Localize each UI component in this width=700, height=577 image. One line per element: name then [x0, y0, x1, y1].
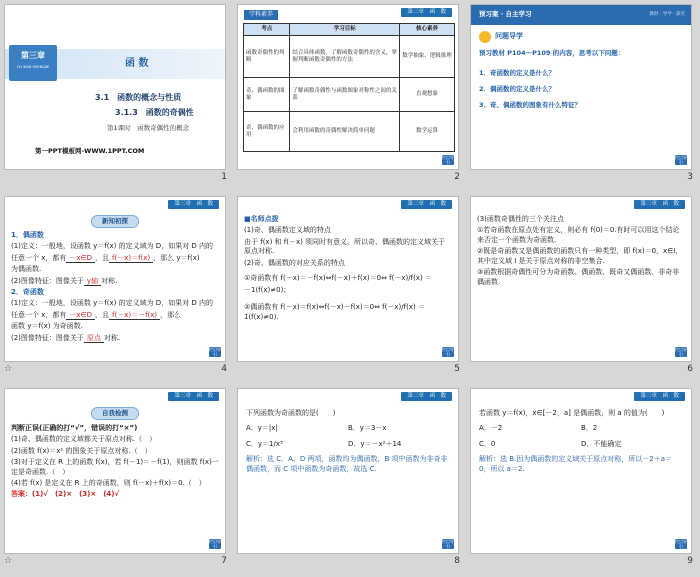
section-pill: 自我检测 — [91, 407, 139, 420]
text: ，且 — [95, 310, 110, 319]
nav-button[interactable]: 栏目导引 — [209, 539, 221, 549]
lightbulb-icon — [479, 31, 491, 43]
mcq-option: B．2 — [581, 424, 598, 433]
col-header: 学习目标 — [290, 24, 400, 36]
slide-number: 1 — [221, 172, 227, 182]
slide-thumb-6[interactable] — [466, 192, 699, 384]
nav-button[interactable]: 栏目导引 — [675, 155, 687, 165]
even-graph — [11, 277, 219, 286]
question-3: 3．奇、偶函数的图象有什么特征？ — [479, 101, 582, 109]
col-header: 考点 — [244, 24, 290, 36]
table-cell: 函数奇偶性的判断 — [244, 36, 290, 78]
mcq-option: C．0 — [479, 439, 496, 448]
slide-thumb-4[interactable] — [0, 192, 233, 384]
heading-odd: 2．奇函数 — [11, 287, 44, 296]
tip-line: ②偶函数有 f(－x)＝f(x)⇔f(－x)－f(x)＝0⇔ f(－x)/f(x) ＝1(f(x)≠0). — [244, 303, 425, 321]
text: 对称. — [103, 333, 121, 342]
even-def-3: 为偶函数. — [11, 265, 42, 274]
slide-thumb-2[interactable] — [233, 0, 466, 192]
mcq-option: A．y＝|x| — [246, 424, 278, 433]
fill-blank: －x∈D — [66, 311, 95, 320]
slide1-title: 函 数 — [125, 58, 149, 69]
note-line: ②既是奇函数又是偶函数的函数只有一种类型，即 f(x)＝0，x∈I，其中定义域 I 是关于原点对称的非空集合. — [477, 247, 683, 265]
text: 任意一个 x，都有 — [11, 253, 67, 262]
quiz-item: (3)对于定义在 R 上的函数 f(x)，若 f(－1)＝－f(1)，则函数 f(x)一定是奇函数.（ ） — [11, 458, 219, 476]
chapter-tag: 第三章 函 数 — [401, 8, 452, 17]
text: (2)图像特征：图像关于 — [11, 333, 84, 342]
fill-blank: f(－x)＝－f(x) — [109, 311, 160, 320]
slide-1 — [4, 4, 226, 170]
star-icon[interactable]: ☆ — [4, 556, 13, 566]
text: ，且 — [95, 253, 110, 262]
slide-9 — [470, 388, 692, 554]
slide-4 — [4, 196, 226, 362]
chapter-label: 第三章 — [21, 51, 45, 60]
quiz-item: (4)若 f(x) 是定义在 R 上的奇函数，则 f(－x)＋f(x)＝0.（ ） — [11, 478, 206, 487]
odd-def-3: 函数 y＝f(x) 为奇函数. — [11, 322, 83, 331]
text: 对称. — [101, 276, 118, 285]
col-header: 核心素养 — [400, 24, 455, 36]
table-cell: 奇、偶函数的图象 — [244, 78, 290, 112]
nav-button[interactable]: 栏目导引 — [675, 347, 687, 357]
text: 任意一个 x，都有 — [11, 310, 67, 319]
chapter-tag: 第三章 函 数 — [401, 392, 452, 401]
lesson-title: 第1课时 函数奇偶性的概念 — [107, 124, 190, 132]
slide-3 — [470, 4, 692, 170]
footer-text: 第一PPT模板网-WWW.1PPT.COM — [35, 147, 145, 155]
heading-even: 1．偶函数 — [11, 230, 44, 239]
mcq-option: C．y＝1/x³ — [246, 439, 283, 448]
mcq-option: D．不能确定 — [581, 439, 622, 448]
slide-thumb-5[interactable] — [233, 192, 466, 384]
chapter-tag: 第三章 函 数 — [634, 200, 685, 209]
fill-blank: －x∈D — [66, 254, 95, 263]
even-def-1: (1)定义：一般地，设函数 y＝f(x) 的定义域为 D，如果对 D 内的 — [11, 242, 214, 251]
question-1: 1．奇函数的定义是什么？ — [479, 69, 556, 77]
mcq-analysis: 解析：选 C．A、D 两项，函数均为偶函数，B 项中函数为非奇非偶函数，而 C 项中函数为奇函数，故选 C. — [246, 455, 448, 473]
quiz-item: (2)函数 f(x)＝x² 的图象关于原点对称.（ ） — [11, 446, 152, 455]
slide-7 — [4, 388, 226, 554]
note-line: ①若奇函数在原点处有定义，则必有 f(0)＝0.有时可以用这个结论来否定一个函数为奇函数. — [477, 226, 680, 244]
fill-blank: y轴 — [84, 277, 101, 286]
slide-number: 3 — [687, 172, 693, 182]
fill-blank: 原点 — [84, 334, 104, 343]
table-cell: 了解函数奇偶性与函数图象对称性之间的关系 — [290, 78, 400, 112]
mcq-question: 若函数 y＝f(x)，x∈[－2，a] 是偶函数，则 a 的值为( ) — [479, 409, 665, 417]
slide-6 — [470, 196, 692, 362]
slide-thumb-7[interactable] — [0, 384, 233, 576]
nav-button[interactable]: 栏目导引 — [209, 347, 221, 357]
section-title: 3.1 函数的概念与性质 — [95, 93, 182, 102]
objectives-table-wrap — [243, 23, 455, 152]
slide-number: 8 — [454, 556, 460, 566]
chapter-tag: 第三章 函 数 — [168, 392, 219, 401]
question-2: 2．偶函数的定义是什么？ — [479, 85, 556, 93]
slide-thumb-9[interactable] — [466, 384, 699, 576]
preview-tag: 预习案 · 自主学习 — [479, 10, 532, 18]
nav-button[interactable]: 栏目导引 — [675, 539, 687, 549]
tip-line: (1)奇、偶函数定义域的特点 — [244, 226, 331, 235]
slide-2 — [237, 4, 459, 170]
table-row — [244, 112, 455, 152]
tip-line: 由于 f(x) 和 f(－x) 须同时有意义，所以奇、偶函数的定义域关于原点对称. — [244, 237, 446, 256]
note-line: ③函数根据奇偶性可分为奇函数、偶函数、既奇又偶函数、非奇非偶函数. — [477, 268, 680, 286]
table-cell: 数学运算 — [400, 112, 455, 152]
slide-number: 9 — [687, 556, 693, 566]
table-row — [244, 78, 455, 112]
slide-5 — [237, 196, 459, 362]
even-def-2 — [11, 254, 219, 263]
tip-line: (2)奇、偶函数的对应关系的特点 — [244, 258, 345, 267]
star-icon[interactable]: ☆ — [4, 364, 13, 374]
preview-tag-2: 教材 · 导学 · 探究 — [649, 12, 685, 17]
text: ，那么 — [160, 310, 182, 319]
text: ，那么 y＝f(x) — [153, 253, 200, 262]
objectives-table — [243, 23, 455, 152]
section-header: 学科素养 — [244, 10, 278, 20]
slide-number: 5 — [454, 364, 460, 374]
table-cell: 直观想象 — [400, 78, 455, 112]
tip-line: －1(f(x)≠0)； — [244, 285, 291, 294]
nav-button[interactable]: 栏目导引 — [442, 155, 454, 165]
problem-title: 问题导学 — [495, 32, 523, 40]
subsection-title: 3.1.3 函数的奇偶性 — [115, 108, 194, 117]
slide-number: 7 — [221, 556, 227, 566]
problem-intro: 预习教材 P104～P109 的内容，思考以下问题： — [479, 49, 625, 57]
chapter-en: CH XIAN SHENGJIE — [16, 64, 50, 69]
chapter-badge — [9, 45, 57, 81]
slide-number: 2 — [454, 172, 460, 182]
fill-blank: f(－x)＝f(x) — [109, 254, 153, 263]
slide-thumb-3[interactable] — [466, 0, 699, 192]
slide-number: 6 — [687, 364, 693, 374]
mcq-options — [246, 424, 450, 449]
slide-thumb-1[interactable] — [0, 0, 233, 192]
mcq-options — [479, 424, 683, 449]
mcq-option: A．－2 — [479, 424, 503, 433]
odd-graph — [11, 334, 219, 343]
note-line: (3)函数奇偶性的三个关注点 — [477, 215, 564, 223]
tip-heading: ■名师点拨 — [244, 215, 279, 223]
quiz-answer: 答案：(1)√ (2)× (3)× (4)√ — [11, 490, 120, 499]
mcq-question: 下列函数为奇函数的是( ) — [246, 409, 336, 417]
odd-def-2 — [11, 311, 219, 320]
table-cell: 奇、偶函数的应用 — [244, 112, 290, 152]
slide-thumb-8[interactable] — [233, 384, 466, 576]
quiz-item: (1)奇、偶函数的定义域都关于原点对称.（ ） — [11, 435, 157, 444]
table-cell: 数学抽象、逻辑推理 — [400, 36, 455, 78]
slide-number: 4 — [221, 364, 227, 374]
table-cell: 结合具体函数，了解函数奇偶性的含义，掌握判断函数奇偶性的方法 — [290, 36, 400, 78]
table-cell: 会利用函数的奇偶性解决简单问题 — [290, 112, 400, 152]
mcq-option: B．y＝3－x — [348, 424, 387, 433]
quiz-intro: 判断正误(正确的打“√”，错误的打“×”) — [11, 423, 138, 432]
mcq-analysis: 解析：选 B.因为偶函数的定义域关于原点对称，所以－2＋a＝0，所以 a＝2. — [479, 455, 672, 473]
nav-button[interactable]: 栏目导引 — [442, 347, 454, 357]
table-row — [244, 36, 455, 78]
text: (2)图像特征：图像关于 — [11, 276, 84, 285]
tip-line: ①奇函数有 f(－x)＝－f(x)⇔f(－x)＋f(x)＝0⇔ f(－x)/f(x) ＝ — [244, 274, 432, 283]
nav-button[interactable]: 栏目导引 — [442, 539, 454, 549]
slide-8 — [237, 388, 459, 554]
odd-def-1: (1)定义：一般地，设函数 y＝f(x) 的定义域为 D，如果对 D 内的 — [11, 299, 214, 308]
chapter-tag: 第三章 函 数 — [168, 200, 219, 209]
chapter-tag: 第三章 函 数 — [401, 200, 452, 209]
section-pill: 新知初探 — [91, 215, 139, 228]
chapter-tag: 第三章 函 数 — [634, 392, 685, 401]
mcq-option: D．y＝－x²＋14 — [348, 439, 402, 448]
